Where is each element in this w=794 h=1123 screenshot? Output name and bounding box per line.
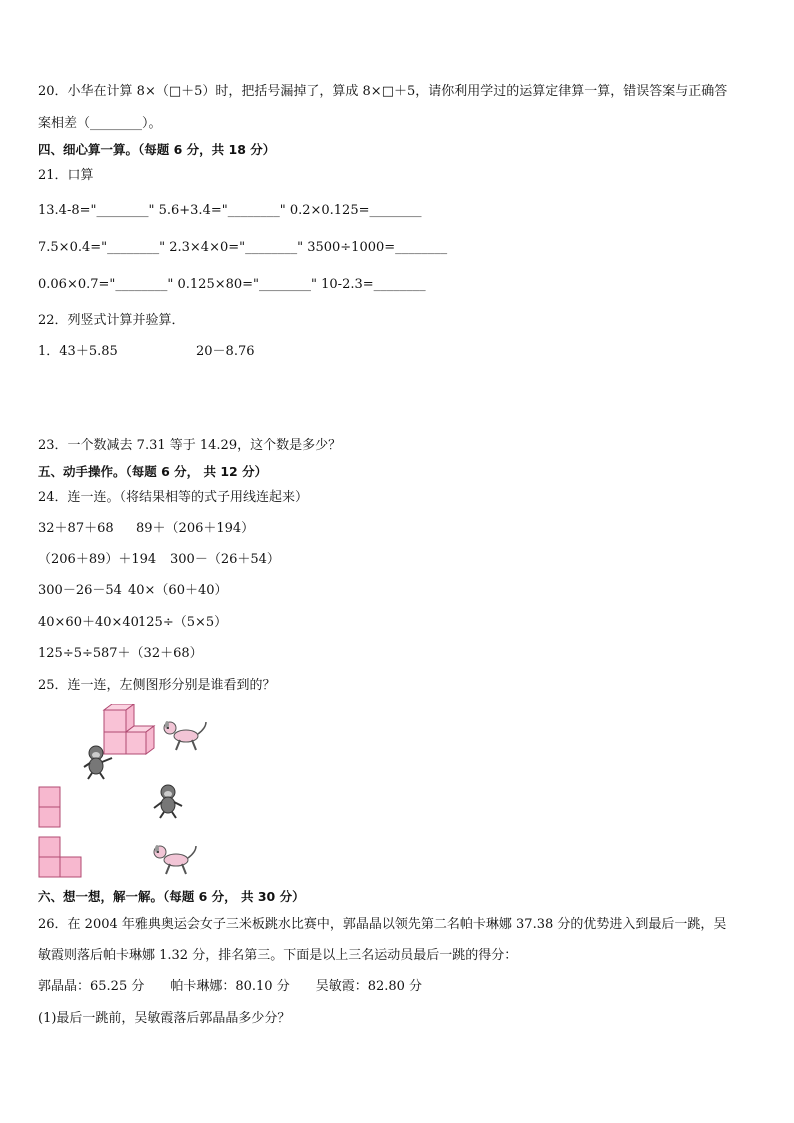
q24-left-5: 125÷5÷5 [38, 646, 102, 661]
section4-heading: 四、细心算一算。（每题 6 分，共 18 分） [38, 142, 276, 157]
dog-icon [150, 842, 200, 876]
view-two-stacked-icon [38, 786, 62, 830]
q24-left-4: 40×60＋40×40 [38, 615, 139, 630]
q24-right-1: 89＋（206＋194） [136, 521, 255, 536]
q26-sub1: (1)最后一跳前，吴敏霞落后郭晶晶多少分？ [38, 1011, 291, 1026]
q26-line2: 敏霞则落后帕卡琳娜 1.32 分，排名第三。下面是以上三名运动员最后一跳的得分： [38, 948, 518, 963]
q26-scores: 郭晶晶：65.25 分 帕卡琳娜：80.10 分 吴敏霞：82.80 分 [38, 979, 423, 994]
section6-heading: 六、想一想，解一解。（每题 6 分， 共 30 分） [38, 889, 305, 904]
q20-line1: 20．小华在计算 8×（□＋5）时，把括号漏掉了，算成 8×□＋5，请你利用学过的运算定律算一算，错误答案与正确答 [38, 84, 728, 99]
dog-icon [160, 718, 210, 752]
monkey-icon [80, 745, 116, 781]
q23-text: 23．一个数减去 7.31 等于 14.29，这个数是多少？ [38, 438, 342, 453]
q24-left-1: 32＋87＋68 [38, 521, 114, 536]
q21-title: 21．口算 [38, 168, 94, 183]
section5-heading: 五、动手操作。（每题 6 分， 共 12 分） [38, 464, 268, 479]
q21-row1: 13.4-8="________" 5.6+3.4="________" 0.2×0.125=________ [38, 203, 422, 218]
q24-right-4: 125÷（5×5） [138, 615, 228, 630]
q22-title: 22．列竖式计算并验算． [38, 313, 185, 328]
q25-title: 25．连一连，左侧图形分别是谁看到的？ [38, 678, 276, 693]
q24-right-3: 40×（60＋40） [128, 583, 228, 598]
q22-item2: 20－8.76 [196, 344, 255, 359]
q20-line2: 案相差（________）。 [38, 116, 162, 131]
view-l-shape-icon [38, 836, 84, 880]
q26-line1: 26．在 2004 年雅典奥运会女子三米板跳水比赛中，郭晶晶以领先第二名帕卡琳娜 37.38 分的优势进入到最后一跳，吴 [38, 917, 727, 932]
q24-right-5: 87＋（32＋68） [101, 646, 203, 661]
q21-row2: 7.5×0.4="________" 2.3×4×0="________" 3500÷1000=________ [38, 240, 448, 255]
q24-left-3: 300－26－54 [38, 583, 122, 598]
q21-row3: 0.06×0.7="________" 0.125×80="________" 10-2.3=________ [38, 277, 426, 292]
q24-title: 24．连一连。（将结果相等的式子用线连起来） [38, 490, 309, 505]
monkey-icon [150, 784, 186, 820]
q24-left-2: （206＋89）＋194 [38, 552, 157, 567]
q24-right-2: 300－（26＋54） [170, 552, 280, 567]
q22-item1: 1．43＋5.85 [38, 344, 118, 359]
